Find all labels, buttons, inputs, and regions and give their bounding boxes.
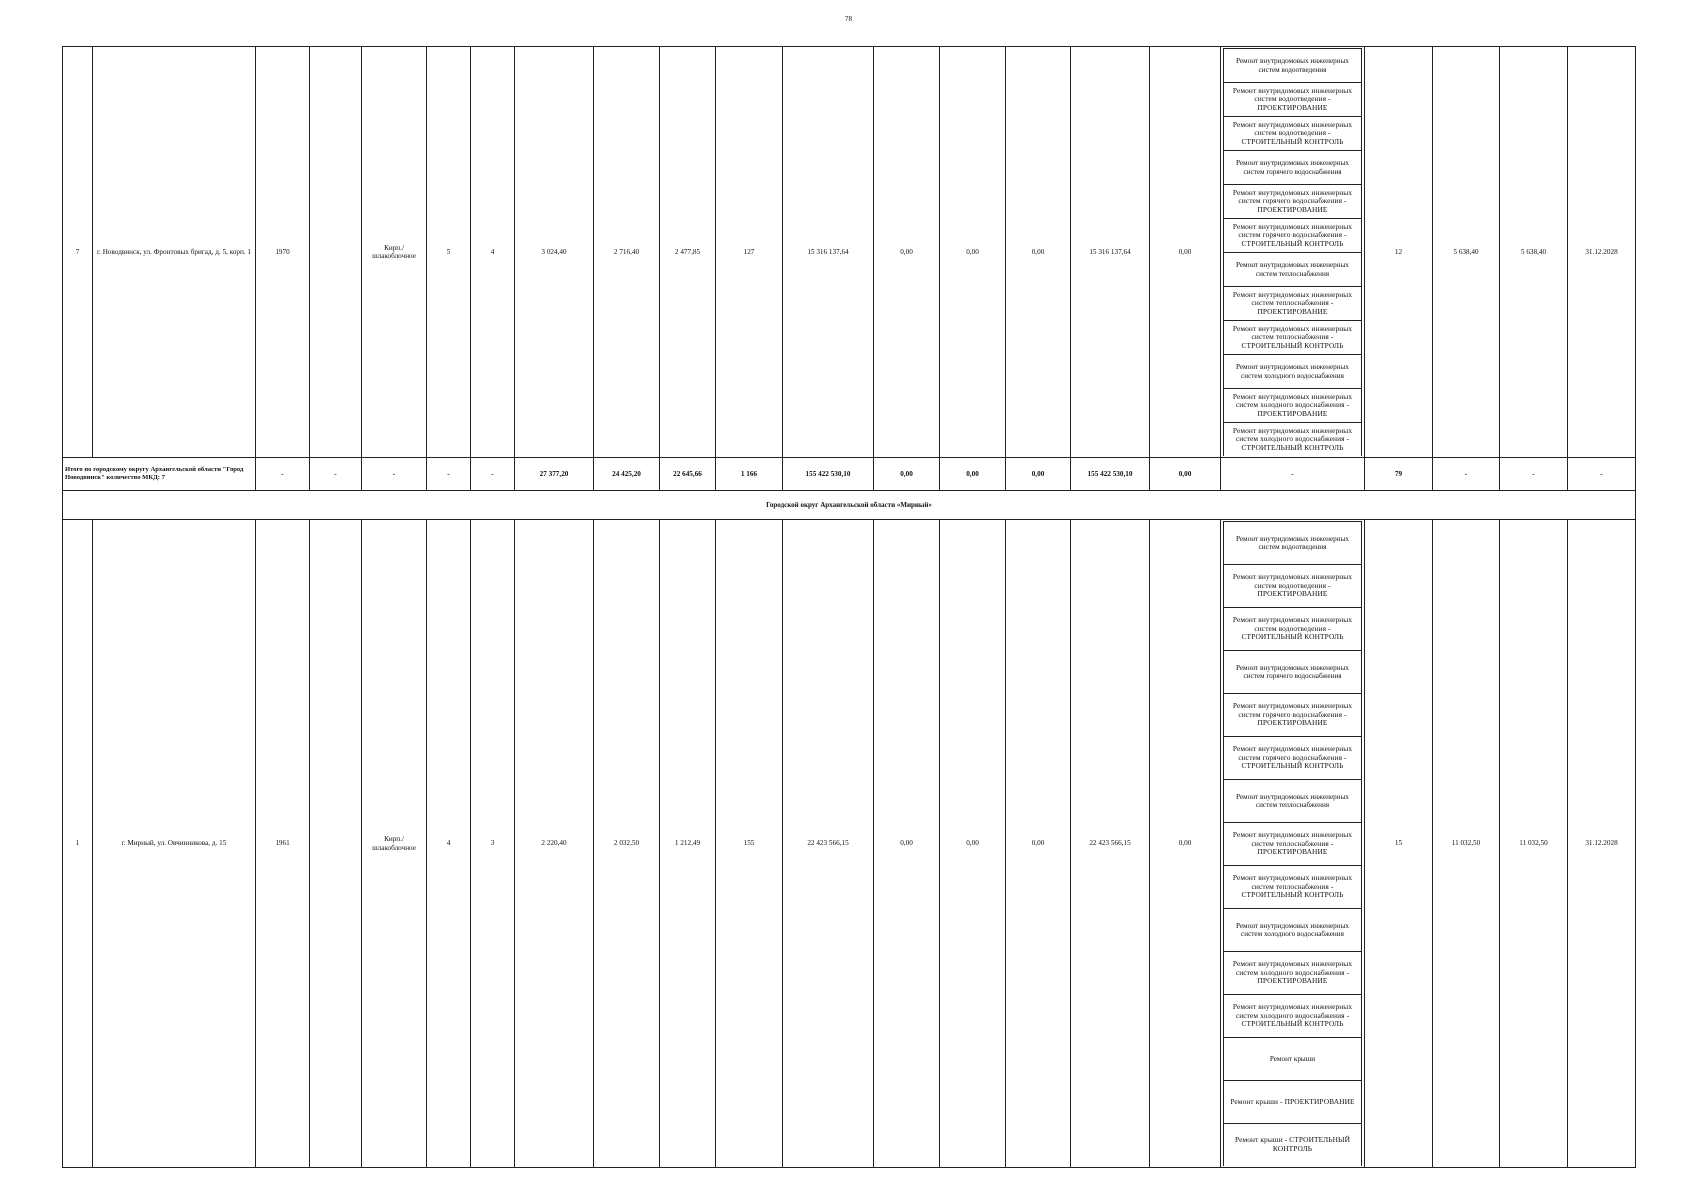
floors-cell: 5 xyxy=(427,47,471,458)
year-repair-cell xyxy=(310,520,362,1168)
work-item: Ремонт внутридомовых инженерных систем водоотведения - СТРОИТЕЛЬНЫЙ КОНТРОЛЬ xyxy=(1224,117,1362,151)
work-item: Ремонт внутридомовых инженерных систем горячего водоснабжения - ПРОЕКТИРОВАНИЕ xyxy=(1224,185,1362,219)
entrances-cell: 4 xyxy=(471,47,515,458)
work-item: Ремонт внутридомовых инженерных систем теплоснабжения - ПРОЕКТИРОВАНИЕ xyxy=(1224,287,1362,321)
works-count-cell: 15 xyxy=(1365,520,1433,1168)
works-list xyxy=(1223,521,1362,1166)
page-number: 78 xyxy=(845,15,852,23)
fund-1-cell: 0,00 xyxy=(874,520,940,1168)
row-number: 7 xyxy=(63,47,93,458)
premises-area-cell: 24 425,20 xyxy=(594,458,660,491)
entrances-cell: 3 xyxy=(471,520,515,1168)
table-row xyxy=(63,520,1636,1168)
work-item: Ремонт внутридомовых инженерных систем холодного водоснабжения - ПРОЕКТИРОВАНИЕ xyxy=(1224,389,1362,423)
work-item: Ремонт внутридомовых инженерных систем водоотведения - СТРОИТЕЛЬНЫЙ КОНТРОЛЬ xyxy=(1224,608,1362,651)
work-item: Ремонт внутридомовых инженерных систем теплоснабжения - СТРОИТЕЛЬНЫЙ КОНТРОЛЬ xyxy=(1224,866,1362,909)
dash-cell: - xyxy=(427,458,471,491)
year-built-cell: 1961 xyxy=(256,520,310,1168)
wall-material-cell: Кирп./ шлакоблочное xyxy=(362,47,427,458)
residents-cell: 155 xyxy=(716,520,783,1168)
work-item: Ремонт внутридомовых инженерных систем водоотведения xyxy=(1224,522,1362,565)
unit-cost-cell: 11 032,50 xyxy=(1433,520,1500,1168)
dash-cell: - xyxy=(471,458,515,491)
works-list xyxy=(1223,48,1362,456)
residents-cell: 127 xyxy=(716,47,783,458)
work-item: Ремонт внутридомовых инженерных систем холодного водоснабжения xyxy=(1224,355,1362,389)
works-count-cell: 12 xyxy=(1365,47,1433,458)
fund-2-cell: 0,00 xyxy=(940,458,1006,491)
fund-1-cell: 0,00 xyxy=(874,458,940,491)
residential-area-cell: 2 477,85 xyxy=(660,47,716,458)
dash-cell: - xyxy=(310,458,362,491)
register-table xyxy=(62,46,1636,1168)
work-item: Ремонт внутридомовых инженерных систем холодного водоснабжения - СТРОИТЕЛЬНЫЙ КОНТРОЛЬ xyxy=(1224,423,1362,457)
work-item: Ремонт крыши - СТРОИТЕЛЬНЫЙ КОНТРОЛЬ xyxy=(1224,1124,1362,1167)
premises-area-cell: 2 032,50 xyxy=(594,520,660,1168)
dash-cell: - xyxy=(1500,458,1568,491)
work-item: Ремонт внутридомовых инженерных систем горячего водоснабжения - СТРОИТЕЛЬНЫЙ КОНТРОЛЬ xyxy=(1224,219,1362,253)
dash-cell: - xyxy=(1433,458,1500,491)
fund-other-cell: 0,00 xyxy=(1150,458,1221,491)
fund-2-cell: 0,00 xyxy=(940,520,1006,1168)
deadline-cell: 31.12.2028 xyxy=(1568,47,1636,458)
fund-3-cell: 0,00 xyxy=(1006,47,1071,458)
row-number: 1 xyxy=(63,520,93,1168)
total-label: Итого по городскому округу Архангельской области "Город Новодвинск" количество МКД: 7 xyxy=(63,458,256,491)
work-item: Ремонт внутридомовых инженерных систем теплоснабжения - ПРОЕКТИРОВАНИЕ xyxy=(1224,823,1362,866)
dash-cell: - xyxy=(256,458,310,491)
work-item: Ремонт внутридомовых инженерных систем водоотведения - ПРОЕКТИРОВАНИЕ xyxy=(1224,565,1362,608)
fund-3-cell: 0,00 xyxy=(1006,458,1071,491)
total-area-cell: 3 024,40 xyxy=(515,47,594,458)
work-item: Ремонт внутридомовых инженерных систем горячего водоснабжения xyxy=(1224,151,1362,185)
work-item: Ремонт внутридомовых инженерных систем горячего водоснабжения xyxy=(1224,651,1362,694)
address-cell: г. Новодвинск, ул. Фронтовых бригад, д. 5, корп. 1 xyxy=(93,47,256,458)
district-header: Городской округ Архангельской области «Мирный» xyxy=(63,491,1636,520)
floors-cell: 4 xyxy=(427,520,471,1168)
fund-2-cell: 0,00 xyxy=(940,47,1006,458)
work-item: Ремонт внутридомовых инженерных систем водоотведения xyxy=(1224,49,1362,83)
cost-total-cell: 15 316 137,64 xyxy=(783,47,874,458)
limit-cost-cell: 11 032,50 xyxy=(1500,520,1568,1168)
year-repair-cell xyxy=(310,47,362,458)
cost-total-cell: 155 422 530,10 xyxy=(783,458,874,491)
fund-owners-cell: 22 423 566,15 xyxy=(1071,520,1150,1168)
district-header-row xyxy=(63,491,1636,520)
wall-material-cell: Кирп./ шлакоблочное xyxy=(362,520,427,1168)
dash-cell: - xyxy=(1221,458,1365,491)
works-list-cell xyxy=(1221,520,1365,1168)
cost-total-cell: 22 423 566,15 xyxy=(783,520,874,1168)
work-item: Ремонт внутридомовых инженерных систем горячего водоснабжения - СТРОИТЕЛЬНЫЙ КОНТРОЛЬ xyxy=(1224,737,1362,780)
premises-area-cell: 2 716,40 xyxy=(594,47,660,458)
work-item: Ремонт внутридомовых инженерных систем водоотведения - ПРОЕКТИРОВАНИЕ xyxy=(1224,83,1362,117)
work-item: Ремонт внутридомовых инженерных систем холодного водоснабжения xyxy=(1224,909,1362,952)
fund-other-cell: 0,00 xyxy=(1150,47,1221,458)
work-item: Ремонт внутридомовых инженерных систем теплоснабжения xyxy=(1224,780,1362,823)
work-item: Ремонт крыши xyxy=(1224,1038,1362,1081)
fund-owners-cell: 155 422 530,10 xyxy=(1071,458,1150,491)
fund-other-cell: 0,00 xyxy=(1150,520,1221,1168)
dash-cell: - xyxy=(1568,458,1636,491)
work-item: Ремонт внутридомовых инженерных систем холодного водоснабжения - ПРОЕКТИРОВАНИЕ xyxy=(1224,952,1362,995)
total-area-cell: 27 377,20 xyxy=(515,458,594,491)
work-item: Ремонт внутридомовых инженерных систем теплоснабжения xyxy=(1224,253,1362,287)
works-count-cell: 79 xyxy=(1365,458,1433,491)
dash-cell: - xyxy=(362,458,427,491)
address-cell: г. Мирный, ул. Овчинникова, д. 15 xyxy=(93,520,256,1168)
fund-owners-cell: 15 316 137,64 xyxy=(1071,47,1150,458)
work-item: Ремонт крыши - ПРОЕКТИРОВАНИЕ xyxy=(1224,1081,1362,1124)
limit-cost-cell: 5 638,40 xyxy=(1500,47,1568,458)
unit-cost-cell: 5 638,40 xyxy=(1433,47,1500,458)
total-row xyxy=(63,458,1636,491)
works-list-cell xyxy=(1221,47,1365,458)
work-item: Ремонт внутридомовых инженерных систем горячего водоснабжения - ПРОЕКТИРОВАНИЕ xyxy=(1224,694,1362,737)
table-row xyxy=(63,47,1636,458)
work-item: Ремонт внутридомовых инженерных систем холодного водоснабжения - СТРОИТЕЛЬНЫЙ КОНТРОЛЬ xyxy=(1224,995,1362,1038)
residential-area-cell: 22 645,66 xyxy=(660,458,716,491)
residents-cell: 1 166 xyxy=(716,458,783,491)
fund-3-cell: 0,00 xyxy=(1006,520,1071,1168)
residential-area-cell: 1 212,49 xyxy=(660,520,716,1168)
deadline-cell: 31.12.2028 xyxy=(1568,520,1636,1168)
year-built-cell: 1970 xyxy=(256,47,310,458)
total-area-cell: 2 220,40 xyxy=(515,520,594,1168)
work-item: Ремонт внутридомовых инженерных систем теплоснабжения - СТРОИТЕЛЬНЫЙ КОНТРОЛЬ xyxy=(1224,321,1362,355)
fund-1-cell: 0,00 xyxy=(874,47,940,458)
